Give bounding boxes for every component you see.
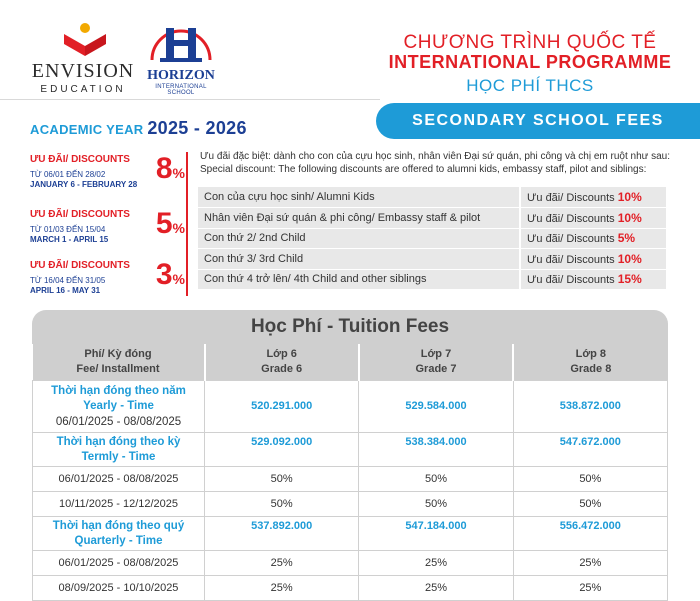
horizon-name: HORIZON	[147, 68, 215, 83]
discount-label: ƯU ĐÃI/ DISCOUNTS	[30, 260, 130, 271]
price-grade-7: 547.184.000	[359, 516, 513, 550]
header-fee-installment: Phí/ Kỳ đóng Fee/ Installment	[33, 344, 205, 380]
discount-category: Con thứ 4 trở lên/ 4th Child and other siblings	[198, 269, 520, 290]
special-discount-en: Special discount: The following discounts are offered to alumni kids, embassy staff, pilot and siblings:	[200, 164, 647, 175]
installment-pct: 50%	[513, 466, 667, 491]
header-grade-6: Lớp 6 Grade 6	[205, 344, 359, 380]
installment-pct: 25%	[513, 575, 667, 600]
table-row-yearly	[33, 380, 668, 432]
price-grade-8: 538.872.000	[513, 380, 667, 432]
fees-subtitle-vn: HỌC PHÍ THCS	[466, 76, 594, 95]
table-row	[33, 575, 668, 600]
discount-percent: 8%	[155, 152, 185, 185]
tuition-table	[32, 344, 668, 601]
discount-date-vn: TỪ 01/03 ĐẾN 15/04	[30, 225, 106, 234]
discount-category: Con thứ 3/ 3rd Child	[198, 249, 520, 270]
discount-block-1	[30, 152, 185, 202]
programme-title-en: INTERNATIONAL PROGRAMME	[388, 52, 672, 72]
academic-year	[30, 118, 247, 139]
table-row	[33, 491, 668, 516]
discount-date-en: APRIL 16 - MAY 31	[30, 286, 101, 295]
programme-title-vn: CHƯƠNG TRÌNH QUỐC TẾ	[403, 32, 657, 53]
header-divider	[0, 99, 380, 100]
installment-pct: 50%	[205, 466, 359, 491]
academic-year-label: ACADEMIC YEAR	[30, 122, 144, 137]
discount-date-vn: TỪ 16/04 ĐẾN 31/05	[30, 276, 106, 285]
special-discount-table	[198, 187, 666, 290]
installment-pct: 25%	[205, 550, 359, 575]
price-grade-7: 538.384.000	[359, 432, 513, 466]
plan-termly: Thời hạn đóng theo kỳ Termly - Time	[33, 432, 205, 466]
discount-rate: Ưu đãi/ Discounts 5%	[520, 228, 666, 249]
price-grade-6: 537.892.000	[205, 516, 359, 550]
discount-percent: 5%	[155, 207, 185, 240]
envision-book-icon	[60, 22, 110, 58]
installment-pct: 50%	[513, 491, 667, 516]
price-grade-6: 529.092.000	[205, 432, 359, 466]
installment-pct: 25%	[359, 550, 513, 575]
price-grade-8: 547.672.000	[513, 432, 667, 466]
installment-range: 08/09/2025 - 10/10/2025	[33, 575, 205, 600]
horizon-sub: INTERNATIONAL SCHOOL	[155, 84, 207, 96]
tuition-header-row	[33, 344, 668, 380]
installment-range: 06/01/2025 - 08/08/2025	[33, 466, 205, 491]
installment-pct: 25%	[359, 575, 513, 600]
plan-quarterly: Thời hạn đóng theo quý Quarterly - Time	[33, 516, 205, 550]
discount-rate: Ưu đãi/ Discounts 15%	[520, 269, 666, 290]
plan-yearly: Thời hạn đóng theo năm Yearly - Time 06/01/2025 - 08/08/2025	[33, 380, 205, 432]
price-grade-6: 520.291.000	[205, 380, 359, 432]
discount-block-3	[30, 258, 185, 308]
discount-date-en: MARCH 1 - APRIL 15	[30, 235, 109, 244]
discount-rate: Ưu đãi/ Discounts 10%	[520, 208, 666, 229]
discount-block-2	[30, 207, 185, 257]
academic-year-value: 2025 - 2026	[147, 118, 247, 138]
discount-rate: Ưu đãi/ Discounts 10%	[520, 187, 666, 208]
table-row	[198, 269, 666, 290]
table-row	[33, 550, 668, 575]
table-row-quarterly	[33, 516, 668, 550]
installment-pct: 25%	[205, 575, 359, 600]
price-grade-8: 556.472.000	[513, 516, 667, 550]
discount-percent: 3%	[155, 258, 185, 291]
secondary-fees-banner: SECONDARY SCHOOL FEES	[376, 103, 700, 139]
discount-category: Con của cựu học sinh/ Alumni Kids	[198, 187, 520, 208]
installment-pct: 50%	[359, 491, 513, 516]
discount-category: Con thứ 2/ 2nd Child	[198, 228, 520, 249]
installment-range: 06/01/2025 - 08/08/2025	[33, 550, 205, 575]
envision-sub: EDUCATION	[40, 84, 126, 95]
table-row	[198, 208, 666, 229]
discount-divider	[186, 152, 188, 296]
header-grade-8: Lớp 8 Grade 8	[513, 344, 667, 380]
table-row	[198, 249, 666, 270]
horizon-logo	[142, 20, 220, 110]
installment-pct: 50%	[205, 491, 359, 516]
table-row-termly	[33, 432, 668, 466]
discount-category: Nhân viên Đại sứ quán & phi công/ Embassy staff & pilot	[198, 208, 520, 229]
discount-date-vn: TỪ 06/01 ĐẾN 28/02	[30, 170, 106, 179]
header-grade-7: Lớp 7 Grade 7	[359, 344, 513, 380]
price-grade-7: 529.584.000	[359, 380, 513, 432]
table-row	[33, 466, 668, 491]
envision-name: ENVISION	[31, 60, 135, 82]
discount-label: ƯU ĐÃI/ DISCOUNTS	[30, 209, 130, 220]
discount-rate: Ưu đãi/ Discounts 10%	[520, 249, 666, 270]
discount-label: ƯU ĐÃI/ DISCOUNTS	[30, 154, 130, 165]
installment-pct: 25%	[513, 550, 667, 575]
horizon-crest-icon	[148, 20, 214, 66]
tuition-title: Học Phí - Tuition Fees	[32, 310, 668, 344]
table-row	[198, 187, 666, 208]
installment-pct: 50%	[359, 466, 513, 491]
table-row	[198, 228, 666, 249]
discount-date-en: JANUARY 6 - FEBRUARY 28	[30, 180, 138, 189]
installment-range: 10/11/2025 - 12/12/2025	[33, 491, 205, 516]
special-discount-vn: Ưu đãi đặc biệt: dành cho con của cựu học sinh, nhân viên Đại sứ quán, phi công và chị em ruột như sau:	[200, 151, 671, 162]
